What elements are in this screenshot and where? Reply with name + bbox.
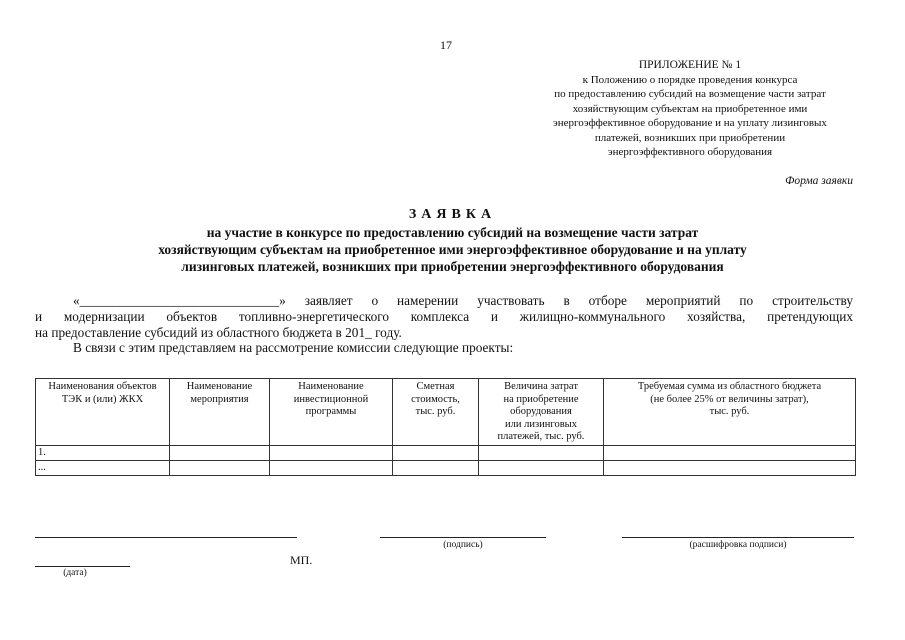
header-text-line: платежей, тыс. руб. [497,431,585,442]
appendix-line: к Положению о порядке проведения конкурса [582,73,798,86]
table-header-cell [393,379,479,446]
table-cell[interactable] [393,461,479,476]
appendix-line: энергоэффективное оборудование и на уплату лизинговых [553,117,827,129]
table-cell[interactable] [170,446,270,461]
title-line: хозяйствующим субъектам на приобретенное ими энергоэффективное оборудование и на уплату [158,242,747,257]
table-header-row [36,379,856,446]
header-text-line: Наименование [298,381,364,392]
table-header-cell [479,379,604,446]
appendix-title: ПРИЛОЖЕНИЕ № 1 [638,59,742,71]
signature-org-line[interactable] [35,537,297,538]
para-line-2: и модернизации объектов топливно-энергетического комплекса и жилищно-коммунального хозяйства, претендующих [35,308,853,324]
header-text-line: (не более 25% от величины затрат), [650,393,809,405]
appendix-line: энергоэффективного оборудования [607,146,773,158]
table-cell[interactable]: ... [36,461,170,476]
header-text-line: инвестиционной [293,393,369,405]
page-number: 17 [440,38,452,52]
table-cell[interactable] [604,446,856,461]
projects-table [35,378,856,476]
signature-decode-caption: (расшифровка подписи) [689,540,787,550]
table-cell[interactable] [604,461,856,476]
table-header-cell [270,379,393,446]
table-row [36,446,856,461]
table-cell[interactable]: 1. [36,446,170,461]
title-line: лизинговых платежей, возникших при приобретении энергоэффективного оборудования [181,259,724,274]
header-text-line: программы [305,406,357,417]
table-cell[interactable] [393,446,479,461]
table-cell[interactable] [270,461,393,476]
stamp-label: МП. [290,553,313,567]
header-text-line: стоимость, [411,393,460,405]
header-text-line: Требуемая сумма из областного бюджета [637,381,822,392]
title-line: на участие в конкурсе по предоставлению субсидий на возмещение части затрат [206,225,699,240]
intro-paragraph [35,293,853,356]
date-caption: (дата) [63,568,87,578]
table-cell[interactable] [479,461,604,476]
table-row [36,461,856,476]
para-line-3: на предоставление субсидий из областного бюджета в 201_ году. [35,324,402,340]
appendix-line: хозяйствующим субъектам на приобретенное ими [572,102,808,115]
quote-open: « [73,293,80,308]
table-cell[interactable] [170,461,270,476]
signature-line[interactable] [380,537,546,538]
header-text-line: тыс. руб. [709,406,750,417]
document-title-block [0,206,905,275]
table-cell[interactable] [479,446,604,461]
signature-caption: (подпись) [443,540,483,550]
header-text-line: оборудования [510,406,572,417]
para-line-1 [35,293,853,309]
header-text-line: Наименование [186,381,253,392]
date-line[interactable] [35,566,130,567]
header-text-line: Сметная [416,381,455,392]
appendix-line: по предоставлению субсидий на возмещение части затрат [554,88,826,100]
header-text-line: тыс. руб. [415,406,456,417]
table-header-cell [170,379,270,446]
table-cell[interactable] [270,446,393,461]
appendix-line: платежей, возникших при приобретении [594,131,786,144]
para-line-4: В связи с этим представляем на рассмотрение комиссии следующие проекты: [73,340,514,356]
applicant-name-blank[interactable]: ______________________________ [79,293,280,308]
header-text-line: Величина затрат [504,381,578,392]
para-line-1-text: » заявляет о намерении участвовать в отборе мероприятий по строительству [279,293,853,308]
appendix-block [520,58,860,160]
header-text-line: мероприятия [190,393,249,405]
table-header-cell [604,379,856,446]
document-title: ЗАЯВКА [408,207,497,222]
header-text-line: ТЭК и (или) ЖКХ [61,393,144,405]
form-type-label: Форма заявки [785,175,853,187]
header-text-line: Наименования объектов [48,381,157,392]
signature-decode-line[interactable] [622,537,854,538]
header-text-line: или лизинговых [505,418,577,430]
table-header-cell [36,379,170,446]
header-text-line: на приобретение [503,393,579,405]
